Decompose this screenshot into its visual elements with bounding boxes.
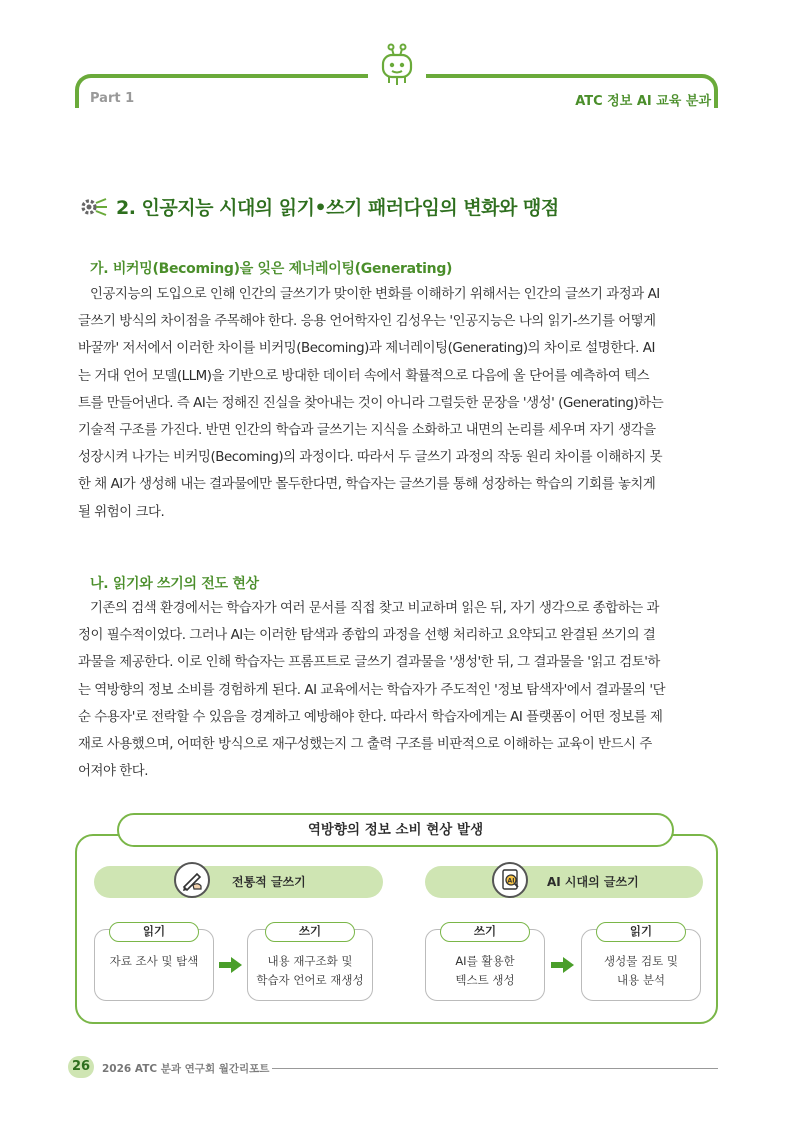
writing-hand-icon: [174, 862, 210, 898]
arrow-right-icon: [219, 956, 243, 974]
text-line: 재로 사용했으며, 어떠한 방식으로 재구성했는지 그 출력 구조를 비판적으로 이해하는 교육이 반드시 주: [78, 737, 652, 753]
section-label: ATC 정보 AI 교육 분과: [575, 94, 711, 109]
robot-icon: [377, 42, 417, 88]
text-line: 인공지능의 도입으로 인해 인간의 글쓰기가 맞이한 변화를 이해하기 위해서는 인간의 글쓰기 과정과 AI: [90, 287, 660, 302]
paragraph-1: [78, 281, 718, 526]
gear-icon: [78, 194, 108, 220]
tag-ai-writing: 쓰기: [440, 922, 530, 942]
footer-text: 2026 ATC 분과 연구회 월간리포트: [102, 1063, 270, 1075]
svg-text:AI: AI: [507, 877, 515, 885]
footer-divider: [272, 1068, 718, 1069]
part-label: Part 1: [90, 91, 135, 106]
arrow-right-icon: [551, 956, 575, 974]
diagram-title: 역방향의 정보 소비 현상 발생: [117, 813, 674, 847]
card-text-line: 학습자 언어로 재생성: [256, 973, 364, 987]
section-title: [78, 193, 559, 220]
traditional-writing-pill: [94, 866, 383, 898]
text-line: 과물을 제공한다. 이로 인해 학습자는 프롬프트로 글쓰기 결과물을 '생성'한 뒤, 그 결과물을 '읽고 검토'하: [78, 655, 660, 671]
card-text-line: 생성물 검토 및: [604, 954, 678, 968]
card-text-line: 내용 재구조화 및: [267, 954, 353, 968]
tag-traditional-writing: 쓰기: [265, 922, 355, 942]
ai-writing-pill: [425, 866, 703, 898]
text-line: 한 채 AI가 생성해 내는 결과물에만 몰두한다면, 학습자는 글쓰기를 통해 성장하는 학습의 기회를 놓치게: [78, 477, 656, 493]
text-line: 성장시켜 나가는 비커밍(Becoming)의 과정이다. 따라서 두 글쓰기 과정의 작동 원리 차이를 이해하지 못: [78, 450, 663, 466]
ai-writing-label: AI 시대의 글쓰기: [547, 875, 639, 889]
text-line: 는 거대 언어 모델(LLM)을 기반으로 방대한 데이터 속에서 확률적으로 다음에 올 단어를 예측하여 텍스: [78, 368, 650, 384]
traditional-writing-label: 전통적 글쓰기: [232, 875, 306, 889]
text-line: 트를 만들어낸다. 즉 AI는 정해진 진실을 찾아내는 것이 아니라 그럴듯한 문장을 '생성' (Generating)하는: [78, 395, 664, 411]
card-text-line: 텍스트 생성: [455, 973, 515, 987]
text-line: 될 위험이 크다.: [78, 504, 165, 520]
tag-traditional-reading: 읽기: [109, 922, 199, 942]
ai-document-icon: [492, 862, 528, 898]
card-text-line: 내용 분석: [616, 973, 666, 987]
page-title: 2. 인공지능 시대의 읽기•쓰기 패러다임의 변화와 맹점: [116, 197, 559, 219]
text-line: 글쓰기 방식의 차이점을 주목해야 한다. 응용 언어학자인 김성우는 '인공지능은 나의 읽기-쓰기를 어떻게: [78, 314, 656, 330]
subsection-heading-1: 가. 비커밍(Becoming)을 잊은 제너레이팅(Generating): [90, 261, 453, 277]
text-line: 기술적 구조를 가진다. 반면 인간의 학습과 글쓰기는 지식을 소화하고 내면의 논리를 세우며 자기 생각을: [78, 423, 656, 439]
paragraph-2: [78, 595, 718, 785]
text-line: 어져야 한다.: [78, 764, 149, 780]
text-line: 는 역방향의 정보 소비를 경험하게 된다. AI 교육에서는 학습자가 주도적인 '정보 탐색자'에서 결과물의 '단: [78, 682, 666, 698]
text-line: 바꿀까' 저서에서 이러한 차이를 비커밍(Becoming)과 제너레이팅(Generating)의 차이로 설명한다. AI: [78, 341, 655, 357]
card-text-line: AI를 활용한: [455, 954, 515, 968]
subsection-heading-2: 나. 읽기와 쓰기의 전도 현상: [90, 576, 259, 592]
page-number: 26: [68, 1056, 94, 1078]
card-text-line: 자료 조사 및 탐색: [109, 954, 199, 968]
tag-ai-reading: 읽기: [596, 922, 686, 942]
text-line: 정이 필수적이었다. 그러나 AI는 이러한 탐색과 종합의 과정을 선행 처리하고 요약되고 완결된 쓰기의 결: [78, 628, 656, 644]
text-line: 순 수용자'로 전락할 수 있음을 경계하고 예방해야 한다. 따라서 학습자에게는 AI 플랫폼이 어떤 정보를 제: [78, 709, 663, 725]
text-line: 기존의 검색 환경에서는 학습자가 여러 문서를 직접 찾고 비교하며 읽은 뒤, 자기 생각으로 종합하는 과: [90, 601, 659, 616]
